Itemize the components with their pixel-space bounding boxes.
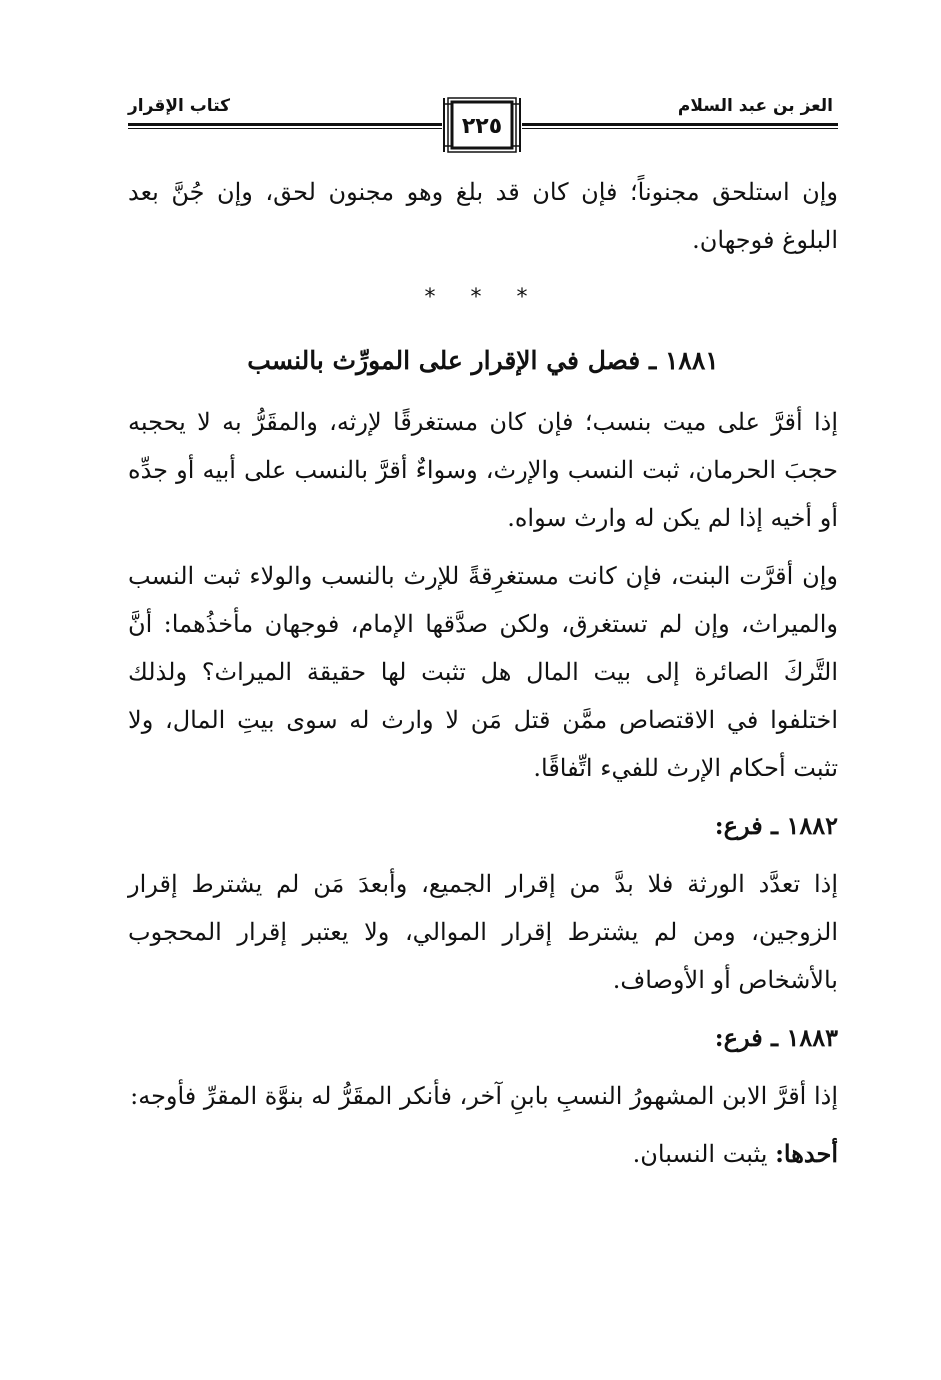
page-number: ٢٢٥ — [461, 114, 503, 139]
subheading-1883: ١٨٨٣ ـ فرع: — [714, 1023, 838, 1052]
page-number-frame — [442, 96, 522, 154]
paragraph-3: إذا تعدَّد الورثة فلا بدَّ من إقرار الجميع، وأبعدَ مَن لم يشترط إقرار الزوجين، ومن لم يشترط إقرار الموالي، ولا يعتبر إقرار المحجوب بالأشخاص أو الأوصاف. — [128, 870, 838, 994]
paragraph-5-lead: أحدها: — [775, 1139, 838, 1168]
paragraph-1: إذا أقرَّ على ميت بنسب؛ فإن كان مستغرقًا لإرثه، والمقَرُّ به لا يحجبه حجبَ الحرمان، ثبت النسب والإرث، وسواءٌ أقرَّ بالنسب على أبيه أو جدِّه أو أخيه إذا لم يكن له وارث سواه. — [128, 408, 839, 532]
page-body — [128, 168, 838, 1188]
running-head-author: العز بن عبد السلام — [677, 96, 833, 116]
paragraph-intro: وإن استلحق مجنوناً؛ فإن كان قد بلغ وهو مجنون لحق، وإن جُنَّ بعد البلوغ فوجهان. — [128, 178, 838, 254]
section-heading-1881: ١٨٨١ ـ فصل في الإقرار على المورِّث بالنسب — [247, 346, 719, 375]
section-separator: * * * — [424, 285, 542, 310]
page-header — [0, 0, 941, 160]
paragraph-2: وإن أقرَّت البنت، فإن كانت مستغرِقةً للإرث بالنسب والولاء ثبت النسب والميراث، وإن لم تستغرق، ولكن صدَّقها الإمام، فوجهان مأخذُهما: أنَّ التَّركَ الصائرة إلى بيت المال هل تثبت لها حقيقة الميراث؟ ولذلك اختلفوا في الاقتصاص ممَّن قتل مَن لا وارث له سوى بيتِ المال، ولا تثبت أحكام الإرث للفيء اتِّفاقًا. — [128, 562, 838, 782]
paragraph-4: إذا أقرَّ الابن المشهورُ النسبِ بابنِ آخر، فأنكر المقَرُّ له بنوَّة المقرِّ فأوجه: — [130, 1082, 838, 1110]
running-head-section: كتاب الإقرار — [128, 96, 231, 116]
subheading-1882: ١٨٨٢ ـ فرع: — [714, 811, 838, 840]
paragraph-5-rest: يثبت النسبان. — [632, 1140, 776, 1168]
paragraph-5 — [128, 1130, 838, 1178]
